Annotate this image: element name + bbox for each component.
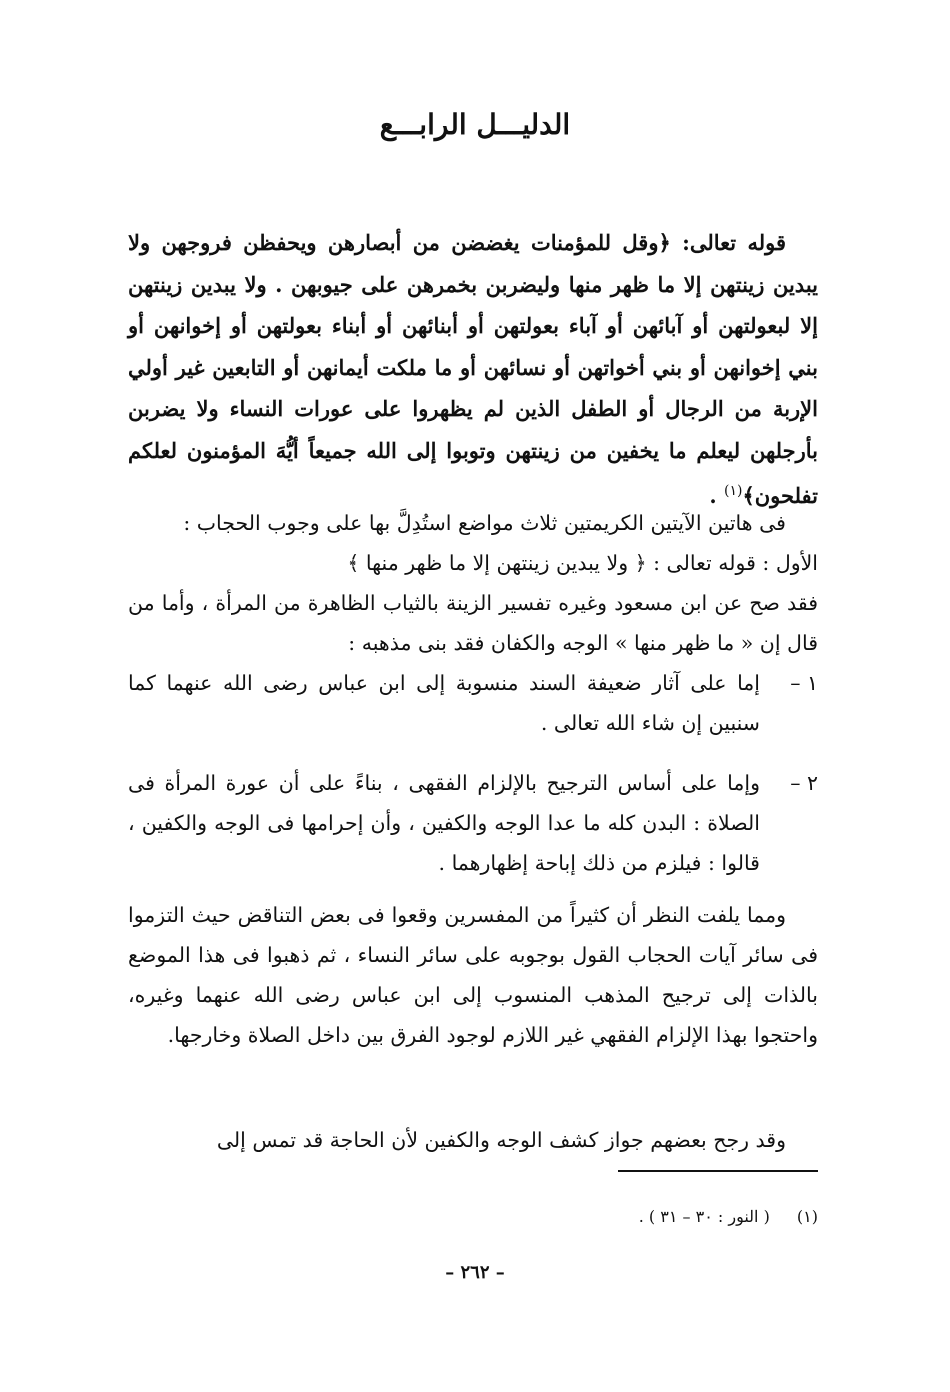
first-point-line: الأول : قوله تعالى : ﴿ ولا يبدين زينتهن إلا ما ظهر منها ﴾ (347, 551, 818, 575)
footnote-number: (١) (796, 1207, 818, 1226)
section-title: الدليـــل الرابـــع (379, 108, 571, 141)
verse-text: قوله تعالى: ﴿وقل للمؤمنات يغضضن من أبصارهن ويحفظن فروجهن ولا يبدين زينتهن إلا ما ظهر منها وليضربن بخمرهن على جيوبهن . ولا يبدين زينتهن إلا لبعولتهن أو آبائهن أو آباء بعولتهن أو أبنائهن أو أبناء بعولتهن أو إخوانهن أو بني إخوانهن أو بني أخواتهن أو نسائهن أو ما ملكت أيمانهن أو التابعين غير أولي الإربة من الرجال أو الطفل الذين لم يظهروا على عورات النساء ولا يضربن بأرجلهن ليعلم ما يخفين من زينتهن وتوبوا إلى الله جميعاً أيُّهَ المؤمنون لعلكم تفلحون﴾ (128, 230, 818, 508)
page-number: – ٢٦٢ – (445, 1262, 505, 1283)
body-paragraph-text: ومما يلفت النظر أن كثيراً من المفسرين وقعوا فى بعض التناقض حيث التزموا فى سائر آيات الحجاب القول بوجوبه على سائر النساء ، ثم ذهبوا فى هذا الموضع بالذات إلى ترجيح المذهب المنسوب إلى ابن عباس رضى الله عنهما وغيره، واحتجوا بهذا الإلزام الفقهي غير اللازم لوجود الفرق بين داخل الصلاة وخارجها. (128, 903, 818, 1047)
closing-paragraph (128, 1120, 818, 1160)
intro-paragraph (128, 503, 818, 663)
quran-verse-paragraph (128, 222, 818, 517)
intro-rest: فقد صح عن ابن مسعود وغيره تفسير الزينة بالثياب الظاهرة من المرأة ، وأما من قال إن « ما ظهر منها » الوجه والكفان فقد بنى مذهبه : (128, 591, 818, 655)
footnote (639, 1205, 818, 1229)
list-item (128, 763, 818, 883)
intro-line-text: فى هاتين الآيتين الكريمتين ثلاث مواضع استُدِلَّ بها على وجوب الحجاب : (183, 511, 786, 535)
intro-line (128, 503, 818, 543)
verse-end: . (709, 483, 724, 508)
list-item-number: ٢ – (790, 771, 818, 795)
footnote-text: ( النور : ٣٠ – ٣١ ) . (638, 1207, 770, 1226)
list-item (128, 663, 818, 743)
list-item-text: وإما على أساس الترجيح بالإلزام الفقهى ، بناءً على أن عورة المرأة فى الصلاة : البدن كله ما عدا الوجه والكفين ، وأن إحرامها فى الوجه والكفين ، قالوا : فيلزم من ذلك إباحة إظهارهما . (128, 771, 760, 875)
closing-paragraph-text: وقد رجح بعضهم جواز كشف الوجه والكفين لأن الحاجة قد تمس إلى (216, 1128, 786, 1152)
list-item-number: ١ – (790, 671, 818, 695)
footnote-divider (618, 1170, 818, 1172)
list-item-text: إما على آثار ضعيفة السند منسوبة إلى ابن عباس رضى الله عنهما كما سنبين إن شاء الله تعالى . (128, 671, 760, 735)
body-paragraph (128, 895, 818, 1055)
footnote-marker: (١) (723, 483, 743, 499)
